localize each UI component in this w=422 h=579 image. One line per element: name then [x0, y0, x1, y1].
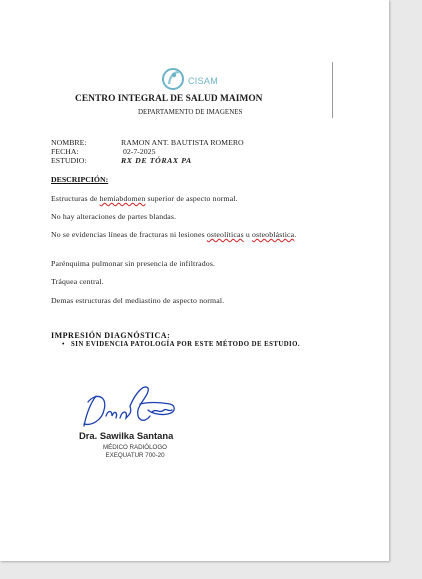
date-value: 02-7-2025	[123, 147, 156, 156]
department-name: DEPARTAMENTO DE IMAGENES	[138, 108, 243, 116]
physician-name: Dra. Sawilka Santana	[79, 430, 174, 441]
spellcheck-word: osteolíticas	[206, 230, 244, 239]
logo-emblem-icon	[160, 66, 190, 92]
name-label: NOMBRE:	[51, 138, 87, 147]
study-label: ESTUDIO:	[51, 156, 87, 165]
description-paragraph-4: Parénquima pulmonar sin presencia de infiltrados.	[51, 259, 216, 268]
impression-heading: IMPRESIÓN DIAGNÓSTICA:	[51, 331, 171, 340]
impression-list	[62, 341, 300, 348]
clinic-name: CENTRO INTEGRAL DE SALUD MAIMON	[75, 94, 263, 104]
physician-license: EXEQUATUR 700-20	[105, 452, 165, 459]
description-paragraph-2: No hay alteraciones de partes blandas.	[51, 212, 177, 221]
logo-text: CISAM	[188, 76, 219, 86]
description-paragraph-3: No se evidencias líneas de fracturas ni lesiones osteolíticas u osteoblástica.	[51, 230, 297, 239]
description-paragraph-1: Estructuras de hemiabdomen superior de aspecto normal.	[51, 194, 238, 203]
physician-role: MÉDICO RADIÓLOGO	[103, 444, 167, 451]
bullet-icon: •	[62, 341, 65, 348]
spellcheck-word: osteoblástica	[252, 230, 295, 239]
clinic-logo	[160, 66, 224, 92]
spellcheck-word: hemiabdomen	[99, 194, 146, 203]
margin-marker	[332, 62, 333, 118]
description-paragraph-6: Demas estructuras del mediastino de aspecto normal.	[51, 296, 225, 305]
date-label: FECHA:	[51, 147, 79, 156]
handwritten-signature	[78, 382, 182, 432]
impression-item: SIN EVIDENCIA PATOLOGÍA POR ESTE MÉTODO DE ESTUDIO.	[71, 341, 301, 348]
study-value: RX DE TÓRAX PA	[121, 156, 192, 165]
description-paragraph-5: Tráquea central.	[51, 277, 104, 286]
description-heading: DESCRIPCIÓN:	[51, 175, 109, 184]
name-value: RAMON ANT. BAUTISTA ROMERO	[121, 138, 244, 147]
